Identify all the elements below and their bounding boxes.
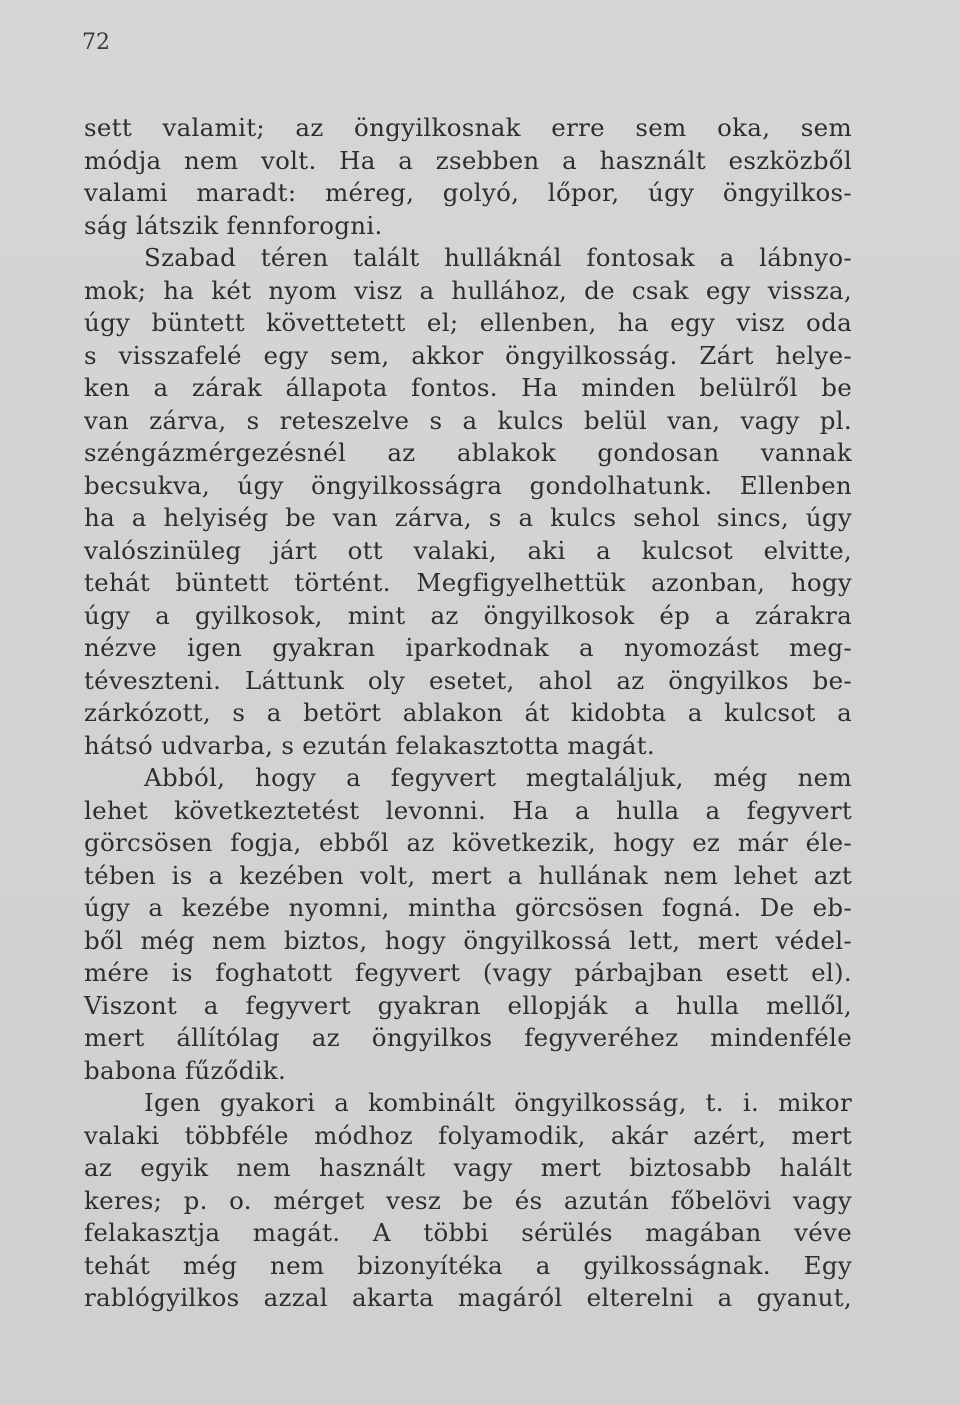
text-line: görcsösen fogja, ebből az következik, hogy ez már éle- bbox=[84, 828, 852, 857]
text-line: felakasztja magát. A többi sérülés magában véve bbox=[84, 1218, 852, 1247]
text-line: Igen gyakori a kombinált öngyilkosság, t. i. mikor bbox=[144, 1088, 852, 1117]
text-line: Abból, hogy a fegyvert megtaláljuk, még nem bbox=[144, 763, 852, 792]
text-line: rablógyilkos azzal akarta magáról elterelni a gyanut, bbox=[84, 1283, 852, 1312]
text-line: keres; p. o. mérget vesz be és azután főbelövi vagy bbox=[84, 1185, 852, 1215]
text-line: mert állítólag az öngyilkos fegyveréhez mindenféle bbox=[84, 1023, 852, 1052]
text-line: van zárva, s reteszelve s a kulcs belül van, vagy pl. bbox=[84, 405, 852, 435]
text-line: nézve igen gyakran iparkodnak a nyomozást meg- bbox=[84, 633, 852, 662]
text-line: valaki többféle módhoz folyamodik, akár azért, mert bbox=[84, 1120, 852, 1150]
text-line: tehát még nem bizonyítéka a gyilkosságnak. Egy bbox=[84, 1250, 852, 1280]
text-line: valami maradt: méreg, golyó, lőpor, úgy öngyilkos- bbox=[84, 178, 852, 207]
text-line: Szabad téren talált hulláknál fontosak a lábnyo- bbox=[144, 243, 852, 272]
text-line: ság látszik fennforogni. bbox=[84, 210, 383, 240]
text-line: tében is a kezében volt, mert a hullának nem lehet azt bbox=[84, 860, 852, 890]
text-line: módja nem volt. Ha a zsebben a használt eszközből bbox=[84, 145, 852, 175]
text-line: mok; ha két nyom visz a hullához, de csak egy vissza, bbox=[84, 275, 852, 305]
text-line: úgy a gyilkosok, mint az öngyilkosok ép a zárakra bbox=[84, 600, 852, 630]
text-line: úgy a kezébe nyomni, mintha görcsösen fogná. De eb- bbox=[84, 893, 852, 922]
text-line: ha a helyiség be van zárva, s a kulcs sehol sincs, úgy bbox=[84, 503, 852, 532]
text-line: széngázmérgezésnél az ablakok gondosan vannak bbox=[84, 438, 852, 467]
text-line: lehet következtetést levonni. Ha a hulla a fegyvert bbox=[84, 795, 852, 825]
text-line: ből még nem biztos, hogy öngyilkossá lett, mert védel- bbox=[84, 925, 852, 955]
text-line: hátsó udvarba, s ezután felakasztotta magát. bbox=[84, 730, 655, 760]
text-line: ken a zárak állapota fontos. Ha minden belülről be bbox=[84, 373, 852, 402]
text-line: becsukva, úgy öngyilkosságra gondolhatunk. Ellenben bbox=[84, 470, 852, 500]
text-line: sett valamit; az öngyilkosnak erre sem oka, sem bbox=[84, 113, 852, 142]
text-line: mére is foghatott fegyvert (vagy párbajban esett el). bbox=[84, 958, 852, 987]
text-line: valószinüleg járt ott valaki, aki a kulcsot elvitte, bbox=[84, 535, 852, 565]
text-line: az egyik nem használt vagy mert biztosabb halált bbox=[84, 1153, 852, 1182]
text-line: zárkózott, s a betört ablakon át kidobta a kulcsot a bbox=[84, 698, 852, 727]
text-line: s visszafelé egy sem, akkor öngyilkosság. Zárt helye- bbox=[84, 340, 852, 370]
text-line: téveszteni. Láttunk oly esetet, ahol az öngyilkos be- bbox=[84, 665, 852, 695]
text-line: úgy büntett követtetett el; ellenben, ha egy visz oda bbox=[84, 308, 852, 337]
text-line: babona fűződik. bbox=[84, 1055, 287, 1085]
page-number: 72 bbox=[82, 30, 110, 55]
text-line: tehát büntett történt. Megfigyelhettük azonban, hogy bbox=[84, 568, 852, 597]
text-line: Viszont a fegyvert gyakran ellopják a hulla mellől, bbox=[84, 990, 852, 1020]
body-text bbox=[84, 112, 852, 1315]
